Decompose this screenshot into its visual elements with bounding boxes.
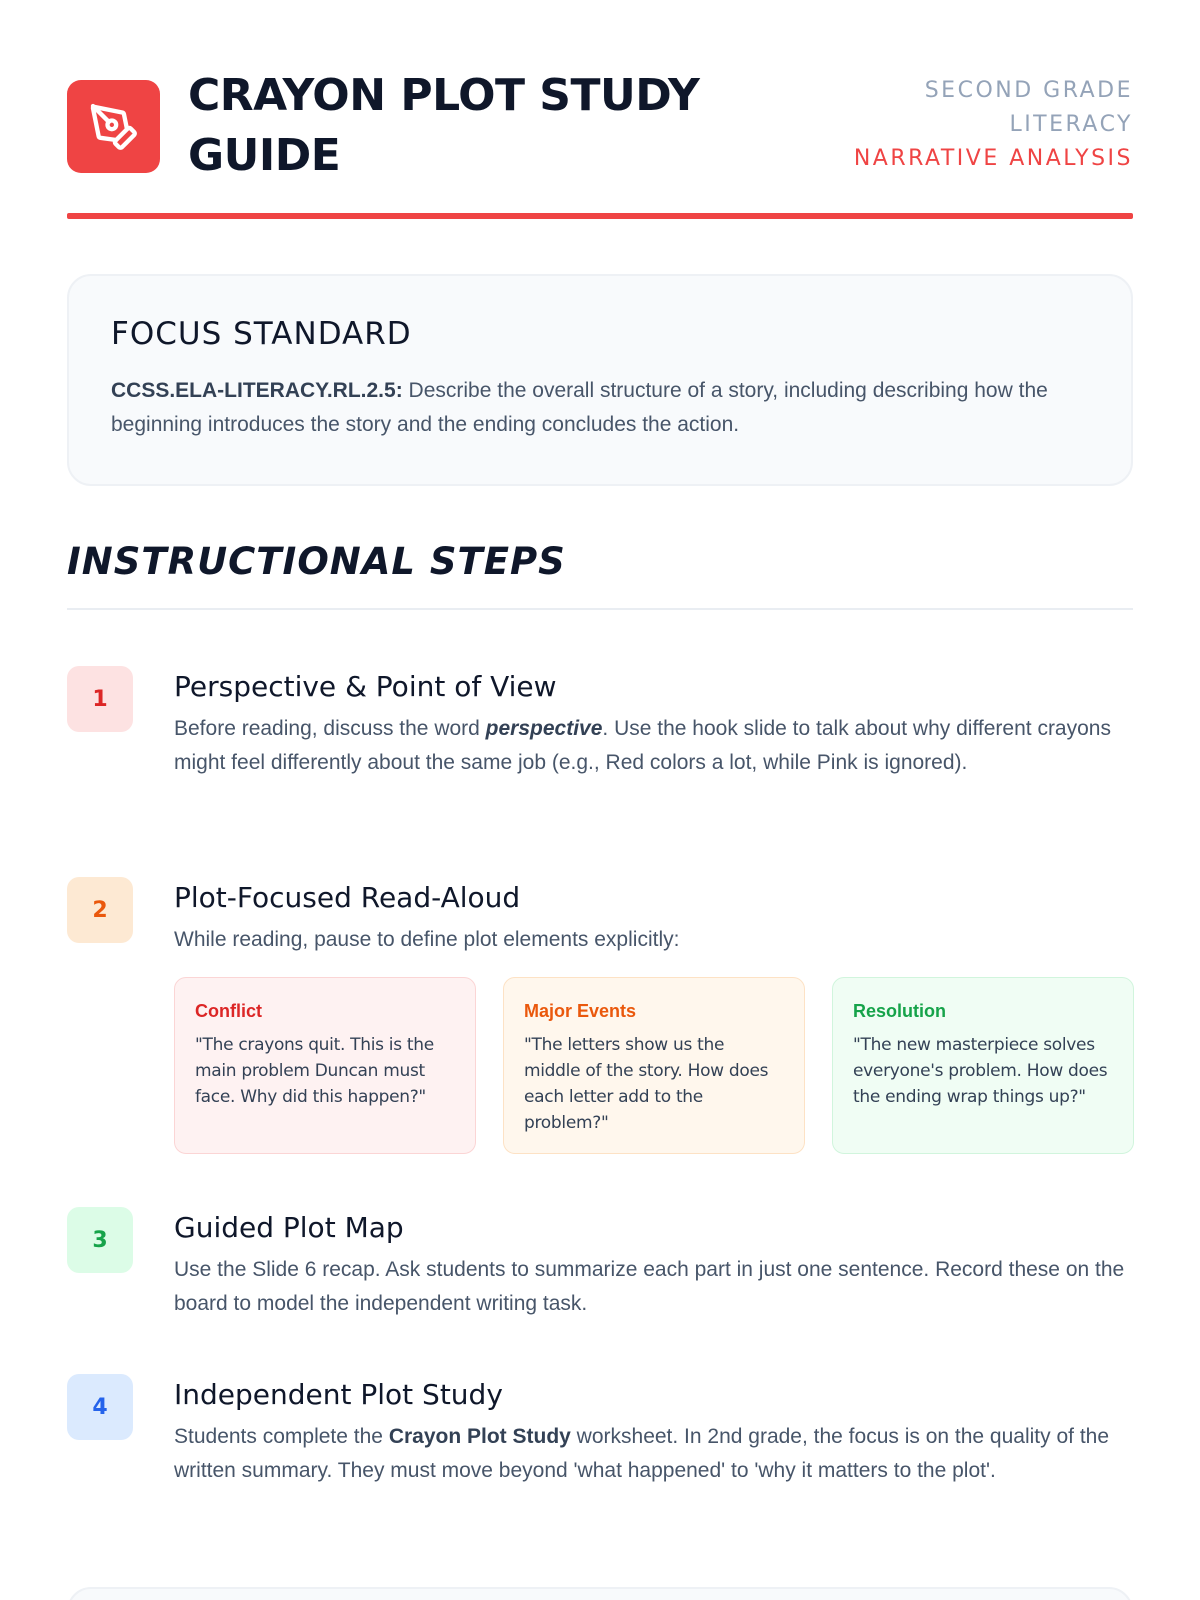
card-quote: "The letters show us the middle of the story. How does each letter add to the problem?": [524, 1035, 769, 1133]
next-section-box: [67, 1587, 1133, 1600]
card-title: Conflict: [195, 1001, 262, 1021]
emphasis-word: perspective: [485, 717, 603, 740]
step-text: Before reading, discuss the word perspective. Use the hook slide to talk about why different crayons might feel differently about the same job (e.g., Red colors a lot, while Pink is ignored).: [174, 717, 1111, 774]
subject-label: LITERACY: [1009, 112, 1133, 137]
step-title: Perspective & Point of View: [174, 670, 557, 703]
grade-label: SECOND GRADE: [924, 78, 1133, 103]
grade-subject-meta: [854, 74, 1133, 176]
step-number-badge: 3: [67, 1207, 133, 1273]
step-number-badge: 4: [67, 1374, 133, 1440]
focus-text: [111, 374, 1101, 442]
plot-element-cards: [174, 977, 1134, 1154]
major-events-card: [503, 977, 805, 1154]
worksheet-name: Crayon Plot Study: [388, 1425, 571, 1448]
standard-code: CCSS.ELA-LITERACY.RL.2.5:: [111, 379, 403, 402]
step-title: Independent Plot Study: [174, 1378, 503, 1411]
step-number-badge: 1: [67, 666, 133, 732]
section-divider: [67, 608, 1133, 610]
step-title: Plot-Focused Read-Aloud: [174, 881, 521, 914]
topic-label: NARRATIVE ANALYSIS: [853, 146, 1133, 171]
header-divider: [67, 213, 1133, 219]
conflict-card: [174, 977, 476, 1154]
step-text: Use the Slide 6 recap. Ask students to summarize each part in just one sentence. Record these on the board to model the independent writing task.: [174, 1258, 1125, 1315]
resolution-card: [832, 977, 1134, 1154]
card-title: Major Events: [524, 1001, 637, 1021]
step-text: Students complete the Crayon Plot Study worksheet. In 2nd grade, the focus is on the quality of the written summary. They must move beyond 'what happened' to 'why it matters to the plot'.: [174, 1425, 1110, 1482]
page-title: CRAYON PLOT STUDY GUIDE: [188, 70, 700, 181]
pen-tool-icon: [67, 80, 160, 173]
card-title: Resolution: [853, 1001, 946, 1021]
step-title: Guided Plot Map: [174, 1211, 404, 1244]
standard-description: Describe the overall structure of a story, including describing how the beginning introduces the story and the ending concludes the action.: [111, 379, 1048, 436]
header: [67, 70, 1133, 181]
focus-heading: FOCUS STANDARD: [111, 316, 412, 352]
step-text: While reading, pause to define plot elements explicitly:: [174, 928, 680, 951]
focus-standard-box: [67, 274, 1133, 486]
step-number-badge: 2: [67, 877, 133, 943]
card-quote: "The crayons quit. This is the main problem Duncan must face. Why did this happen?": [195, 1035, 434, 1107]
section-title: INSTRUCTIONAL STEPS: [67, 540, 566, 583]
card-quote: "The new masterpiece solves everyone's problem. How does the ending wrap things up?": [853, 1035, 1108, 1107]
